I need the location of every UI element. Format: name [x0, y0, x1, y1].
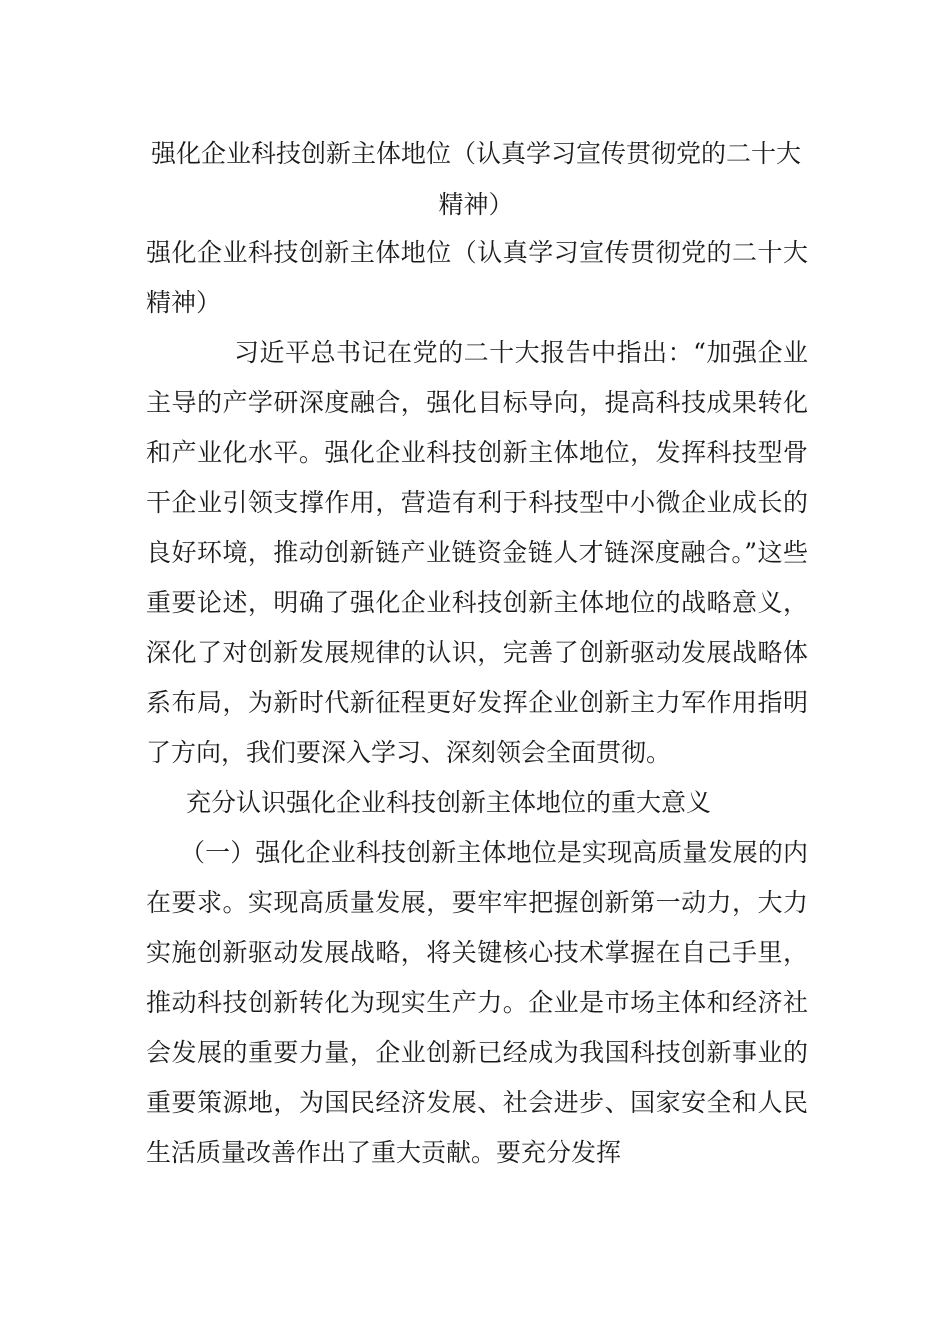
intro-paragraph: 习近平总书记在党的二十大报告中指出：“加强企业主导的产学研深度融合，强化目标导向，提高科技成果转化和产业化水平。强化企业科技创新主体地位，发挥科技型骨干企业引领支撑作用，营造有利于科技型中小微企业成长的良好环境，推动创新链产业链资金链人才链深度融合。”这些重要论述，明确了强化企业科技创新主体地位的战略意义，深化了对创新发展规律的认识，完善了创新驱动发展战略体系布局，为新时代新征程更好发挥企业创新主力军作用指明了方向，我们要深入学习、深刻领会全面贯彻。 — [146, 338, 808, 767]
document-subtitle: 强化企业科技创新主体地位（认真学习宣传贯彻党的二十大精神） — [146, 238, 808, 317]
section-1-paragraph: （一）强化企业科技创新主体地位是实现高质量发展的内在要求。实现高质量发展，要牢牢把握创新第一动力，大力实施创新驱动发展战略，将关键核心技术掌握在自己手里，推动科技创新转化为现实生产力。企业是市场主体和经济社会发展的重要力量，企业创新已经成为我国科技创新事业的重要策源地，为国民经济发展、社会进步、国家安全和人民生活质量改善作出了重大贡献。要充分发挥 — [146, 838, 808, 1167]
document-title: 强化企业科技创新主体地位（认真学习宣传贯彻党的二十大精神） — [150, 139, 801, 219]
section-heading: 充分认识强化企业科技创新主体地位的重大意义 — [186, 788, 712, 817]
document-body — [146, 228, 808, 1178]
